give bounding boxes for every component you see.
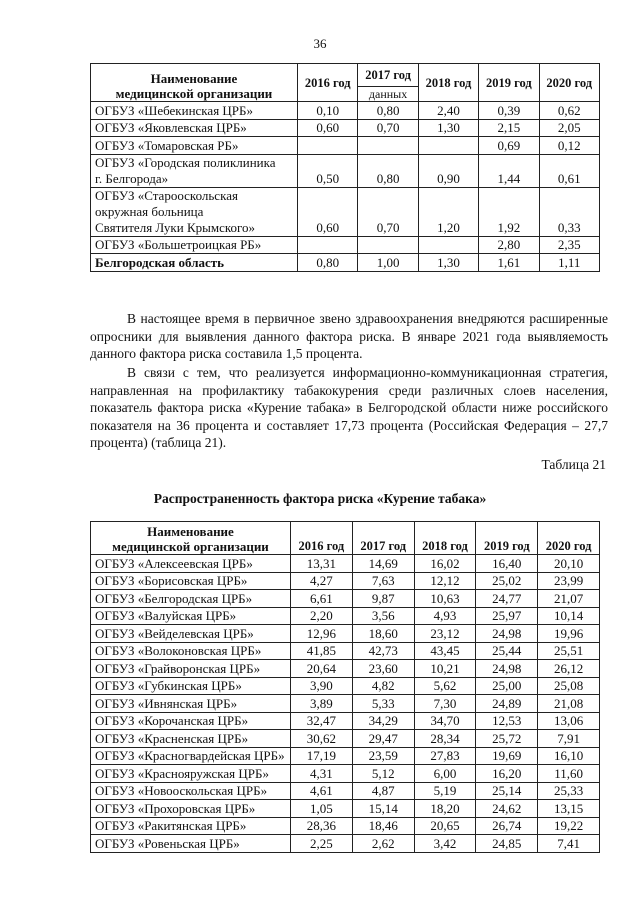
value-cell: 0,70 <box>358 187 418 236</box>
value-cell <box>418 236 478 254</box>
value-cell: 4,82 <box>352 677 414 695</box>
table-row <box>91 747 600 765</box>
value-cell: 20,10 <box>538 555 600 573</box>
org-name-header: Наименование медицинской организации <box>91 64 298 102</box>
value-cell: 3,89 <box>291 695 353 713</box>
table-row <box>91 607 600 625</box>
value-cell: 24,89 <box>476 695 538 713</box>
value-cell: 0,80 <box>298 254 358 272</box>
value-cell: 2,40 <box>418 102 478 120</box>
value-cell <box>418 137 478 155</box>
value-cell: 20,65 <box>414 817 476 835</box>
value-cell: 14,69 <box>352 555 414 573</box>
org-name-cell: ОГБУЗ «Новооскольская ЦРБ» <box>91 782 291 800</box>
value-cell: 24,77 <box>476 590 538 608</box>
org-name-cell: ОГБУЗ «Красненская ЦРБ» <box>91 730 291 748</box>
year-header: 2019 год <box>476 522 538 555</box>
value-cell: 27,83 <box>414 747 476 765</box>
value-cell: 23,59 <box>352 747 414 765</box>
year-header: 2019 год <box>479 64 539 102</box>
org-name-header: Наименование медицинской организации <box>91 522 291 555</box>
table-row <box>91 835 600 853</box>
value-cell: 26,12 <box>538 660 600 678</box>
value-cell: 0,12 <box>539 137 599 155</box>
value-cell: 0,10 <box>298 102 358 120</box>
value-cell: 2,80 <box>479 236 539 254</box>
value-cell: 0,80 <box>358 154 418 187</box>
org-name-cell: ОГБУЗ «Большетроицкая РБ» <box>91 236 298 254</box>
value-cell: 13,31 <box>291 555 353 573</box>
value-cell: 20,64 <box>291 660 353 678</box>
value-cell: 7,30 <box>414 695 476 713</box>
value-cell: 1,05 <box>291 800 353 818</box>
value-cell: 1,00 <box>358 254 418 272</box>
value-cell: 3,42 <box>414 835 476 853</box>
value-cell: 25,14 <box>476 782 538 800</box>
value-cell: 23,99 <box>538 572 600 590</box>
value-cell: 34,29 <box>352 712 414 730</box>
value-cell: 2,35 <box>539 236 599 254</box>
table-row <box>91 236 600 254</box>
value-cell: 0,90 <box>418 154 478 187</box>
value-cell: 9,87 <box>352 590 414 608</box>
value-cell: 25,51 <box>538 642 600 660</box>
table-row <box>91 625 600 643</box>
value-cell: 4,87 <box>352 782 414 800</box>
year-header: 2016 год <box>298 64 358 102</box>
value-cell <box>298 236 358 254</box>
value-cell: 3,56 <box>352 607 414 625</box>
table-row <box>91 555 600 573</box>
value-cell: 0,62 <box>539 102 599 120</box>
org-name-cell: ОГБУЗ «Алексеевская ЦРБ» <box>91 555 291 573</box>
table-row <box>91 677 600 695</box>
table-row <box>91 660 600 678</box>
value-cell: 0,33 <box>539 187 599 236</box>
value-cell: 17,19 <box>291 747 353 765</box>
org-name-cell: ОГБУЗ «Шебекинская ЦРБ» <box>91 102 298 120</box>
value-cell: 23,12 <box>414 625 476 643</box>
value-cell: 1,11 <box>539 254 599 272</box>
value-cell: 1,92 <box>479 187 539 236</box>
value-cell: 24,62 <box>476 800 538 818</box>
value-cell: 0,60 <box>298 187 358 236</box>
value-cell: 0,60 <box>298 119 358 137</box>
table-row <box>91 187 600 236</box>
table-row <box>91 572 600 590</box>
org-name-cell: ОГБУЗ «Ивнянская ЦРБ» <box>91 695 291 713</box>
risk-factor-table-1 <box>90 63 600 272</box>
value-cell: 23,60 <box>352 660 414 678</box>
table-row <box>91 765 600 783</box>
value-cell: 15,14 <box>352 800 414 818</box>
table-label: Таблица 21 <box>541 457 606 472</box>
smoking-prevalence-table <box>90 521 600 853</box>
org-name-cell: ОГБУЗ «Грайворонская ЦРБ» <box>91 660 291 678</box>
value-cell: 41,85 <box>291 642 353 660</box>
total-row <box>91 254 600 272</box>
value-cell: 32,47 <box>291 712 353 730</box>
value-cell: 21,07 <box>538 590 600 608</box>
value-cell <box>358 137 418 155</box>
value-cell: 1,30 <box>418 119 478 137</box>
region-total-name: Белгородская область <box>91 254 298 272</box>
value-cell: 34,70 <box>414 712 476 730</box>
value-cell: 13,15 <box>538 800 600 818</box>
paragraph-strategy: В связи с тем, что реализуется информационно-коммуникационная стратегия, направленная на профилактику табакокурения среди различных слоев населения, показатель фактора риска «Курение табака» в Белгородской области ниже российского показателя на 36 процента и составляет 17,73 процента (Российская Федерация – 27,7 процента) (таблица 21). <box>90 365 608 451</box>
value-cell: 25,97 <box>476 607 538 625</box>
year-header: 2018 год <box>414 522 476 555</box>
value-cell: 7,91 <box>538 730 600 748</box>
org-name-cell: ОГБУЗ «Ровеньская ЦРБ» <box>91 835 291 853</box>
year-header: 2020 год <box>539 64 599 102</box>
value-cell: 19,96 <box>538 625 600 643</box>
value-cell: 18,46 <box>352 817 414 835</box>
value-cell: 10,63 <box>414 590 476 608</box>
year-header: 2017 год <box>352 522 414 555</box>
org-name-cell: ОГБУЗ «Валуйская ЦРБ» <box>91 607 291 625</box>
org-name-cell: ОГБУЗ «Борисовская ЦРБ» <box>91 572 291 590</box>
value-cell: 0,70 <box>358 119 418 137</box>
value-cell: 16,10 <box>538 747 600 765</box>
org-name-cell: ОГБУЗ «Прохоровская ЦРБ» <box>91 800 291 818</box>
value-cell: 4,31 <box>291 765 353 783</box>
value-cell: 16,20 <box>476 765 538 783</box>
value-cell: 0,80 <box>358 102 418 120</box>
org-name-cell: ОГБУЗ «Краснояружская ЦРБ» <box>91 765 291 783</box>
value-cell: 25,33 <box>538 782 600 800</box>
table-row <box>91 590 600 608</box>
value-cell: 24,85 <box>476 835 538 853</box>
org-name-cell: ОГБУЗ «Волоконовская ЦРБ» <box>91 642 291 660</box>
value-cell: 25,44 <box>476 642 538 660</box>
value-cell: 5,33 <box>352 695 414 713</box>
value-cell: 13,06 <box>538 712 600 730</box>
value-cell: 25,00 <box>476 677 538 695</box>
value-cell: 4,61 <box>291 782 353 800</box>
value-cell: 2,15 <box>479 119 539 137</box>
value-cell: 16,40 <box>476 555 538 573</box>
value-cell: 5,19 <box>414 782 476 800</box>
value-cell: 24,98 <box>476 660 538 678</box>
value-cell: 0,50 <box>298 154 358 187</box>
org-name-cell: ОГБУЗ «Корочанская ЦРБ» <box>91 712 291 730</box>
org-name-cell: ОГБУЗ «Белгородская ЦРБ» <box>91 590 291 608</box>
org-name-cell: ОГБУЗ «Ракитянская ЦРБ» <box>91 817 291 835</box>
value-cell: 19,69 <box>476 747 538 765</box>
value-cell: 28,34 <box>414 730 476 748</box>
value-cell: 21,08 <box>538 695 600 713</box>
value-cell: 1,20 <box>418 187 478 236</box>
value-cell: 10,21 <box>414 660 476 678</box>
value-cell: 2,62 <box>352 835 414 853</box>
value-cell: 26,74 <box>476 817 538 835</box>
value-cell: 28,36 <box>291 817 353 835</box>
value-cell: 0,61 <box>539 154 599 187</box>
org-name-cell: ОГБУЗ «Красногвардейская ЦРБ» <box>91 747 291 765</box>
value-cell: 6,00 <box>414 765 476 783</box>
value-cell: 7,41 <box>538 835 600 853</box>
table-row <box>91 119 600 137</box>
table-title: Распространенность фактора риска «Курение табака» <box>153 491 487 506</box>
year-header: 2016 год <box>291 522 353 555</box>
value-cell: 25,72 <box>476 730 538 748</box>
value-cell: 24,98 <box>476 625 538 643</box>
value-cell: 42,73 <box>352 642 414 660</box>
value-cell: 12,96 <box>291 625 353 643</box>
value-cell: 43,45 <box>414 642 476 660</box>
year-header: 2017 год <box>358 64 418 87</box>
value-cell: 18,20 <box>414 800 476 818</box>
table-row <box>91 642 600 660</box>
value-cell: 1,61 <box>479 254 539 272</box>
value-cell: 5,12 <box>352 765 414 783</box>
table-row <box>91 137 600 155</box>
org-name-cell: ОГБУЗ «Вейделевская ЦРБ» <box>91 625 291 643</box>
value-cell: 6,61 <box>291 590 353 608</box>
table-row <box>91 800 600 818</box>
value-cell: 4,27 <box>291 572 353 590</box>
table-row <box>91 695 600 713</box>
value-cell: 16,02 <box>414 555 476 573</box>
value-cell: 12,53 <box>476 712 538 730</box>
value-cell: 11,60 <box>538 765 600 783</box>
value-cell: 2,05 <box>539 119 599 137</box>
org-name-cell: ОГБУЗ «Старооскольская окружная больница Святителя Луки Крымского» <box>91 187 298 236</box>
org-name-cell: ОГБУЗ «Яковлевская ЦРБ» <box>91 119 298 137</box>
table-row <box>91 782 600 800</box>
org-name-cell: ОГБУЗ «Губкинская ЦРБ» <box>91 677 291 695</box>
value-cell: 7,63 <box>352 572 414 590</box>
value-cell <box>358 236 418 254</box>
table-row <box>91 817 600 835</box>
value-cell: 5,62 <box>414 677 476 695</box>
table-row <box>91 730 600 748</box>
value-cell: 3,90 <box>291 677 353 695</box>
value-cell: 4,93 <box>414 607 476 625</box>
table-row <box>91 102 600 120</box>
paragraph-questionnaires: В настоящее время в первичное звено здравоохранения внедряются расширенные опросники для выявления данного фактора риска. В январе 2021 года выявляемость данного фактора риска составила 1,5 процента. <box>90 311 608 362</box>
value-cell: 12,12 <box>414 572 476 590</box>
value-cell: 19,22 <box>538 817 600 835</box>
value-cell <box>298 137 358 155</box>
table-row <box>91 712 600 730</box>
value-cell: 29,47 <box>352 730 414 748</box>
value-cell: 30,62 <box>291 730 353 748</box>
page-number: 36 <box>313 36 327 51</box>
year-header: 2020 год <box>538 522 600 555</box>
table-row <box>91 154 600 187</box>
value-cell: 0,69 <box>479 137 539 155</box>
value-cell: 10,14 <box>538 607 600 625</box>
value-cell: 1,44 <box>479 154 539 187</box>
org-name-cell: ОГБУЗ «Томаровская РБ» <box>91 137 298 155</box>
value-cell: 25,08 <box>538 677 600 695</box>
value-cell: 2,25 <box>291 835 353 853</box>
value-cell: 18,60 <box>352 625 414 643</box>
header-subnote: данных <box>358 87 418 102</box>
value-cell: 1,30 <box>418 254 478 272</box>
value-cell: 25,02 <box>476 572 538 590</box>
value-cell: 0,39 <box>479 102 539 120</box>
value-cell: 2,20 <box>291 607 353 625</box>
org-name-cell: ОГБУЗ «Городская поликлиника г. Белгорода» <box>91 154 298 187</box>
year-header: 2018 год <box>418 64 478 102</box>
